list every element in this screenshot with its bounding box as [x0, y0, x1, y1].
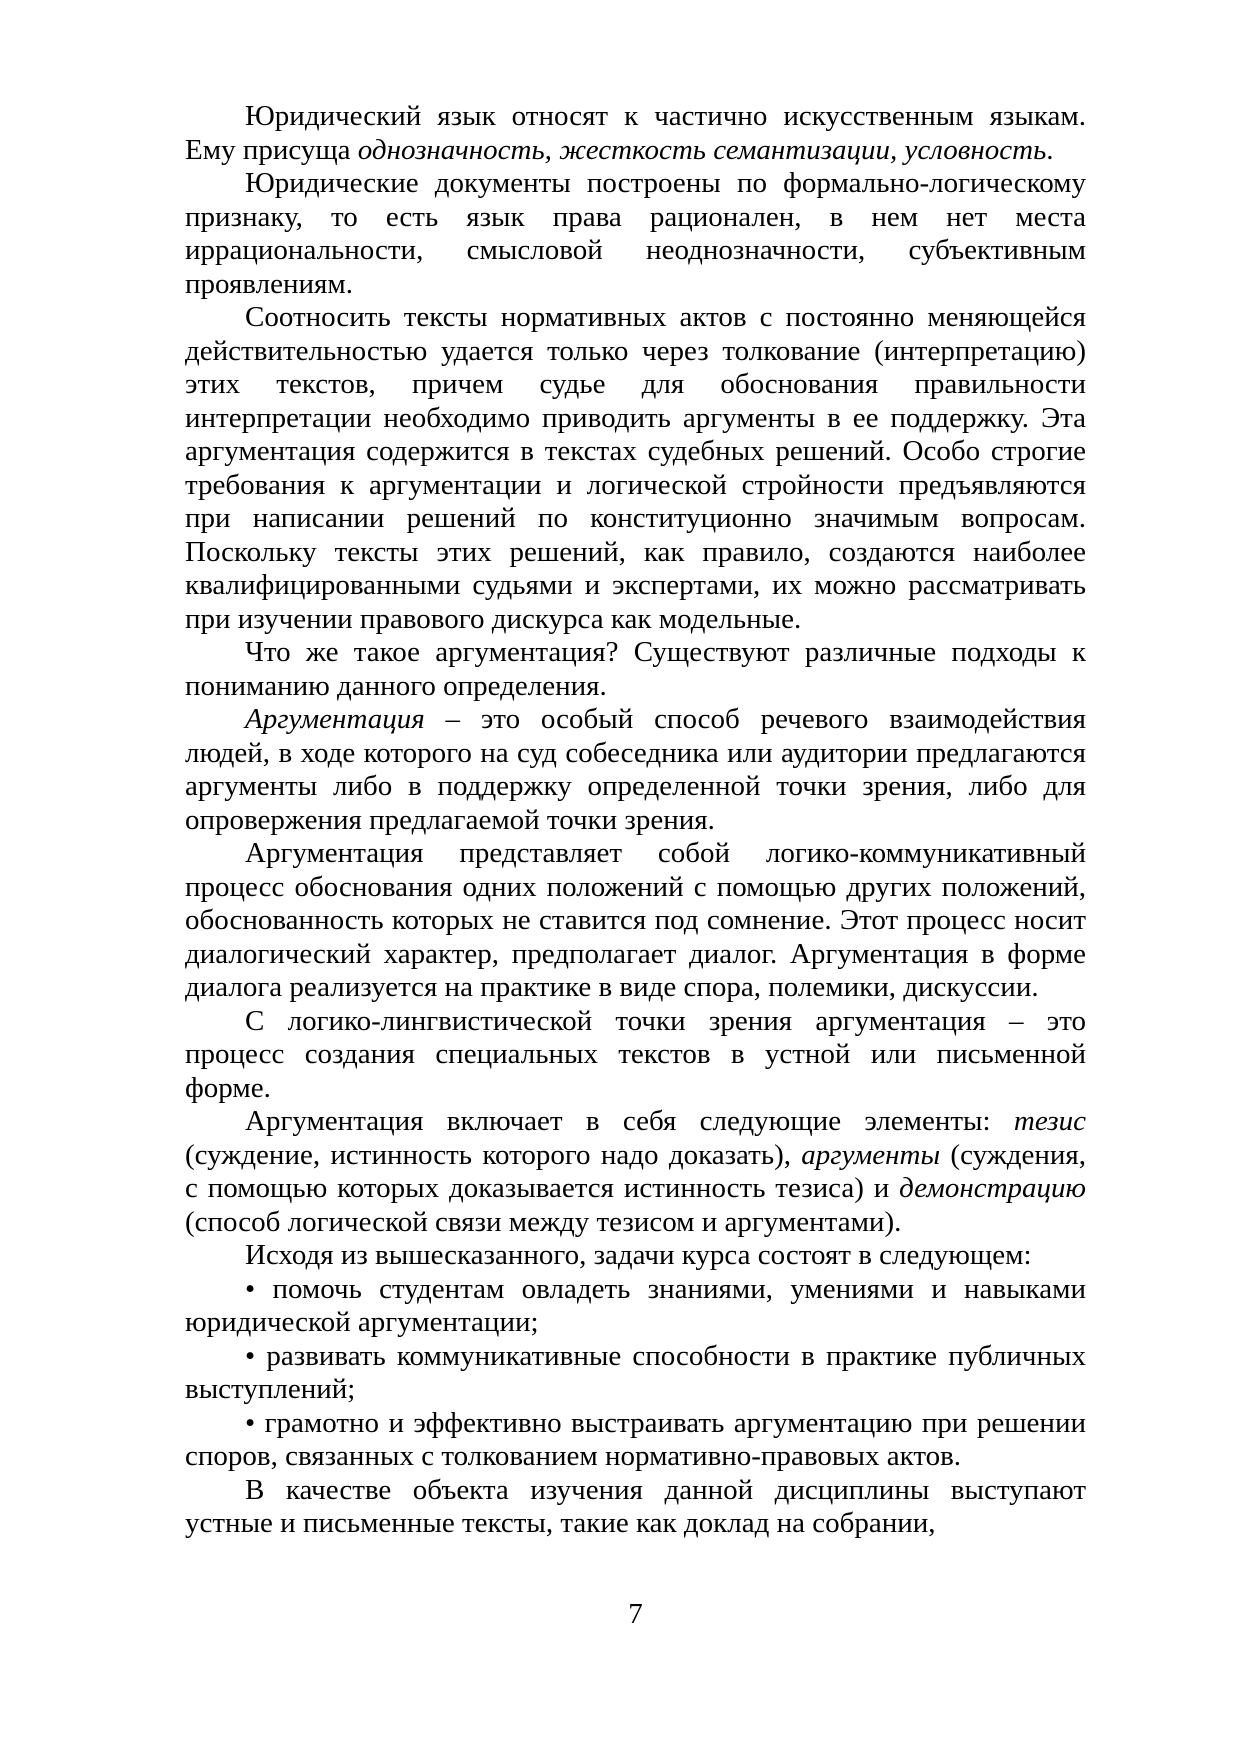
text-run: • развивать коммуникативные способности в практике публичных выступлений;	[185, 1339, 1086, 1405]
paragraph	[185, 1273, 1086, 1340]
text-run: – это особый способ речевого взаимодействия людей, в ходе которого на суд собеседника или аудитории предлагаются аргументы либо в поддержку определенной точки зрения, либо для опровержения предлагаемой точки зрения.	[185, 703, 1086, 836]
paragraph	[185, 100, 1086, 167]
paragraph	[185, 1407, 1086, 1474]
paragraph	[185, 1340, 1086, 1407]
italic-text-run: однозначность, жесткость семантизации, условность	[357, 133, 1047, 166]
text-run: Что же такое аргументация? Существуют различные подходы к пониманию данного определения.	[185, 636, 1086, 702]
paragraph	[185, 1239, 1086, 1273]
paragraph	[185, 167, 1086, 301]
paragraph	[185, 1005, 1086, 1106]
text-run: С логико-лингвистической точки зрения аргументация – это процесс создания специальных текстов в устной или письменной форме.	[185, 1004, 1086, 1104]
body-text	[185, 100, 1086, 1541]
text-run: Юридический язык относят к частично искусственным языкам. Ему присуща	[185, 100, 1086, 166]
text-run: Юридические документы построены по формально-логическому признаку, то есть язык права рационален, в нем нет места иррациональности, смысловой неоднозначности, субъективным проявлениям.	[185, 167, 1086, 300]
paragraph	[185, 301, 1086, 636]
italic-text-run: тезис	[1013, 1105, 1086, 1137]
text-run: • грамотно и эффективно выстраивать аргументацию при решении споров, связанных с толкованием нормативно-правовых актов.	[185, 1406, 1086, 1472]
text-run: В качестве объекта изучения данной дисциплины выступают устные и письменные тексты, такие как доклад на собрании,	[185, 1473, 1086, 1539]
text-run: (суждения, с помощью которых доказывается истинность тезиса) и	[185, 1138, 1086, 1204]
text-run: (способ логической связи между тезисом и аргументами).	[185, 1205, 902, 1238]
italic-text-run: Аргументация	[245, 703, 425, 735]
italic-text-run: аргументы	[801, 1138, 941, 1171]
paragraph	[185, 837, 1086, 1005]
text-run: (суждение, истинность которого надо доказать),	[185, 1138, 802, 1171]
page-number: 7	[628, 1598, 643, 1630]
paragraph	[185, 703, 1086, 837]
text-run: .	[1046, 133, 1054, 166]
text-run: Исходя из вышесказанного, задачи курса состоят в следующем:	[245, 1239, 1032, 1271]
text-run: Аргументация включает в себя следующие элементы:	[245, 1105, 1014, 1137]
paragraph	[185, 636, 1086, 703]
italic-text-run: демонстрацию	[899, 1172, 1086, 1204]
text-run: Соотносить тексты нормативных актов с постоянно меняющейся действительностью удается только через толкование (интерпретацию) этих текстов, причем судье для обоснования правильности интерпретации необходимо приводить аргументы в ее поддержку. Эта аргументация содержится в текстах судебных решений. Особо строгие требования к аргументации и логической стройности предъявляются при написании решений по конституционно значимым вопросам. Поскольку тексты этих решений, как правило, создаются наиболее квалифицированными судьями и экспертами, их можно рассматривать при изучении правового дискурса как модельные.	[185, 301, 1086, 635]
text-run: • помочь студентам овладеть знаниями, умениями и навыками юридической аргументации;	[185, 1272, 1086, 1338]
paragraph	[185, 1105, 1086, 1239]
paragraph	[185, 1474, 1086, 1541]
text-run: Аргументация представляет собой логико-коммуникативный процесс обоснования одних положений с помощью других положений, обоснованность которых не ставится под сомнение. Этот процесс носит диалогический характер, предполагает диалог. Аргументация в форме диалога реализуется на практике в виде спора, полемики, дискуссии.	[185, 837, 1086, 1003]
